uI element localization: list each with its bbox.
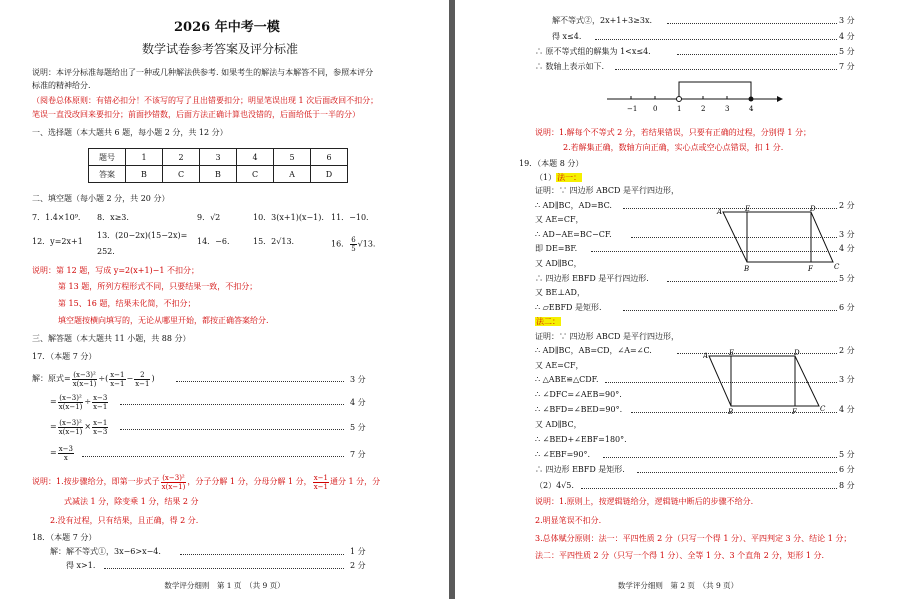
parallelogram-abcd <box>709 356 819 406</box>
score: 2 分 <box>839 201 855 210</box>
q17-step-1: 解：原式= $\frac{\text{(x−3)²}}{x(x-1)}$ ÷( $\frac{x-1}{x-1}$ − $\frac{2}{x-1}$ ) <box>32 370 155 388</box>
fraction <box>109 371 125 388</box>
axis-label: 3 <box>725 105 730 113</box>
parallelogram-figure-2 <box>703 348 833 416</box>
note-text: 说明：1.按步骤给分，即第一步式子 <box>32 477 160 486</box>
principle-line-1: （阅卷总体原则：有错必扣分！不该写的写了且出错要扣分；明显笔误出现 1 次后面改回不扣分； <box>32 96 379 105</box>
fill-16-root: √13. <box>357 239 376 249</box>
exam-title: 2026 年中考一模 <box>174 20 280 35</box>
divide-sign: ÷ <box>98 374 106 383</box>
dot-leader <box>176 381 344 382</box>
m1-line: 即 DE=BF. <box>535 244 578 253</box>
q18-line-1: 解：解不等式①，3x−6>x−4. <box>50 547 161 556</box>
score: 6 分 <box>839 303 855 312</box>
q19-note-3: 3.总体赋分原则：法一：平四性质 2 分（只写一个得 1 分）、平四判定 3 分、结论 1 分； <box>535 534 852 543</box>
denominator: x(x−1) <box>58 427 83 436</box>
m1-line: 又 AD∥BC， <box>535 259 582 268</box>
axis-label: 4 <box>749 105 754 113</box>
section-3-heading: 三、解答题（本大题共 11 小题，共 88 分） <box>32 334 191 343</box>
denominator: x(x−1) <box>58 402 83 411</box>
q18-line-5: ∴ 原不等式组的解集为 1<x≤4. <box>535 47 651 56</box>
table-cell: 3 <box>200 149 237 166</box>
fill-12: 12．y=2x+1 <box>32 237 83 246</box>
numerator: x−1 <box>313 473 328 482</box>
axis-label: 1 <box>677 105 682 113</box>
exam-subtitle: 数学试卷参考答案及评分标准 <box>142 42 299 56</box>
answer-table <box>88 148 348 183</box>
fill-note-3: 第 15、16 题，结果未化简，不扣分； <box>58 299 196 308</box>
denominator: x(x−1) <box>161 482 186 491</box>
section-1-heading: 一、选择题（本大题共 6 题，每小题 2 分，共 12 分） <box>32 128 228 137</box>
times-sign: × <box>84 422 92 431</box>
dot-leader <box>104 568 344 569</box>
method-1-label: 法一： <box>557 173 582 182</box>
fraction <box>72 371 98 388</box>
score: 5 分 <box>839 274 855 283</box>
dot-leader <box>615 69 837 70</box>
equals-sign: = <box>50 422 57 431</box>
score: 4 分 <box>839 32 855 41</box>
page-2 <box>455 0 901 599</box>
fraction <box>92 394 108 411</box>
method-2-label: 法二： <box>536 317 560 326</box>
score: 5 分 <box>839 450 855 459</box>
fill-13: 13．(20−2x)(15−2x)= <box>97 231 188 240</box>
equals-sign: = <box>50 448 57 457</box>
dot-leader <box>120 429 344 430</box>
fill-13-tail: 252. <box>97 247 115 256</box>
m2-line: 证明：∵ 四边形 ABCD 是平行四边形， <box>535 332 679 341</box>
q18-note-2: 2.若解集正确，数轴方向正确，实心点或空心点错误，扣 1 分. <box>563 143 784 152</box>
table-row-headers <box>89 149 348 166</box>
denominator: x−1 <box>135 379 150 388</box>
m1-line: ∴ 四边形 EBFD 是平行四边形. <box>535 274 649 283</box>
equals-sign: = <box>50 397 57 406</box>
numerator: 6 <box>351 236 356 244</box>
fraction <box>134 371 150 388</box>
numerator: x−1 <box>110 370 125 379</box>
fraction <box>58 445 74 462</box>
numerator: (x−3)² <box>59 418 82 427</box>
q19-note-4: 法二：平四性质 2 分（只写一个得 1 分）、全等 1 分、3 个直角 2 分，矩形 1 分. <box>535 551 825 560</box>
method-2-label-row <box>535 316 561 327</box>
score: 4 分 <box>839 244 855 253</box>
table-cell: C <box>237 166 274 183</box>
vertex-label: E <box>745 205 751 213</box>
dot-leader <box>677 54 837 55</box>
vertex-label: A <box>703 352 709 360</box>
m2-line: ∴ ∠EBF=90°. <box>535 450 591 459</box>
table-cell: 5 <box>274 149 311 166</box>
fill-16 <box>331 236 375 253</box>
note-line-1: 说明：本评分标准每题给出了一种或几种解法供参考. 如果考生的解法与本解答不同，参照本评分 <box>32 68 374 77</box>
table-cell: C <box>163 166 200 183</box>
score: 6 分 <box>839 465 855 474</box>
fraction <box>58 394 84 411</box>
vertex-label: F <box>792 408 797 416</box>
score: 3 分 <box>839 375 855 384</box>
fill-11: 11．−10. <box>331 213 369 222</box>
q19-part-2: （2）4√5. <box>535 481 574 490</box>
table-cell: 2 <box>163 149 200 166</box>
score: 1 分 <box>350 547 366 556</box>
score: 5 分 <box>350 423 366 432</box>
principle-line-2: 笔误一直没改回来要扣分；前面抄错数，后面方法正确计算也没错的，后面给低于一半的分） <box>32 110 360 119</box>
table-cell: 题号 <box>89 149 126 166</box>
m2-line: ∴ 四边形 EBFD 是矩形. <box>535 465 625 474</box>
numerator: (x−3)² <box>59 393 82 402</box>
section-2-heading: 二、填空题（每小题 2 分，共 20 分） <box>32 194 170 203</box>
q17-step-2 <box>50 393 109 411</box>
numerator: 2 <box>134 371 150 380</box>
m2-line: ∴ ∠BED+∠EBF=180°. <box>535 435 627 444</box>
table-cell: 1 <box>126 149 163 166</box>
q18-line-6: ∴ 数轴上表示如下. <box>535 62 605 71</box>
solution-bracket <box>679 82 751 96</box>
score: 2 分 <box>839 346 855 355</box>
numerator: (x−3)² <box>162 473 185 482</box>
vertex-label: C <box>820 405 826 413</box>
numerator: x−1 <box>93 418 108 427</box>
numerator: x−3 <box>58 444 73 453</box>
fill-note-2: 第 13 题，所列方程形式不同，只要结果一致，不扣分； <box>58 282 258 291</box>
divide-sign: ÷ <box>84 397 92 406</box>
fraction <box>92 419 108 436</box>
dot-leader <box>603 457 837 458</box>
vertex-label: A <box>717 208 723 216</box>
dot-leader <box>120 404 344 405</box>
page-footer: 数学评分细则 第 2 页 （共 9 页） <box>617 581 739 590</box>
denominator: x <box>63 453 68 462</box>
score: 7 分 <box>839 62 855 71</box>
m2-line: 又 AE=CF， <box>535 361 584 370</box>
dot-leader <box>667 23 837 24</box>
q19-heading: 19．（本题 8 分） <box>519 159 584 168</box>
m2-line: ∴ AD∥BC，AB=CD，∠A=∠C. <box>535 346 652 355</box>
vertex-label: F <box>808 265 813 273</box>
vertex-label: B <box>744 265 750 273</box>
vertex-label: D <box>794 349 800 357</box>
denominator: x−1 <box>110 379 125 388</box>
table-cell: A <box>274 166 311 183</box>
fraction <box>58 419 84 436</box>
denominator: 5 <box>351 245 356 253</box>
denominator: x−1 <box>93 402 108 411</box>
fill-15: 15．2√13. <box>253 237 295 246</box>
score: 8 分 <box>839 481 855 490</box>
parallelogram-figure-1 <box>715 204 845 274</box>
score: 3 分 <box>350 375 366 384</box>
table-cell: B <box>200 166 237 183</box>
dot-leader <box>623 310 837 311</box>
vertex-label: B <box>728 408 734 416</box>
m1-line: ∴ AD∥BC，AD=BC. <box>535 201 612 210</box>
axis-label: −1 <box>627 105 638 113</box>
m1-line: ∴ AD−AE=BC−CF. <box>535 230 612 239</box>
score: 7 分 <box>350 450 366 459</box>
parallelogram-abcd <box>723 212 833 262</box>
denominator: x(x−1) <box>72 379 97 388</box>
vertex-label: C <box>834 263 840 271</box>
q18-line-2: 得 x>1. <box>66 561 96 570</box>
score: 3 分 <box>839 230 855 239</box>
denominator: x−1 <box>313 482 328 491</box>
dot-leader <box>581 488 837 489</box>
q18-line-4: 得 x≤4. <box>552 32 582 41</box>
score: 5 分 <box>839 47 855 56</box>
fill-16-label: 16． <box>331 239 350 249</box>
q19-part-1 <box>535 172 582 183</box>
m2-line: ∴ △ABE≌△CDF. <box>535 375 599 384</box>
q17-step-3 <box>50 418 109 436</box>
fill-9: 9．√2 <box>197 213 221 222</box>
fraction <box>161 474 187 491</box>
table-cell: D <box>311 166 348 183</box>
fill-7: 7．1.4×10⁹. <box>32 213 81 222</box>
score: 2 分 <box>350 561 366 570</box>
dot-leader <box>82 456 344 457</box>
vertex-label: E <box>729 349 735 357</box>
dot-leader <box>637 472 837 473</box>
table-cell: 答案 <box>89 166 126 183</box>
numerator: x−3 <box>93 393 108 402</box>
q18-line-3: 解不等式②，2x+1+3≥3x. <box>552 16 653 25</box>
q19-note-1: 说明：1.原则上，按逻辑链给分，逻辑链中断后的步骤不给分. <box>535 497 754 506</box>
denominator: x−3 <box>93 427 108 436</box>
table-row-answers <box>89 166 348 183</box>
part-label: （1） <box>535 173 557 182</box>
q17-prefix: 解：原式= <box>32 374 71 383</box>
fraction <box>313 474 329 491</box>
m1-line: 证明：∵ 四边形 ABCD 是平行四边形， <box>535 186 679 195</box>
axis-label: 2 <box>701 105 706 113</box>
m2-line: 又 AD∥BC， <box>535 420 582 429</box>
note-line-2: 标准的精神给分. <box>32 81 91 90</box>
dot-leader <box>595 39 837 40</box>
q17-step-4 <box>50 444 75 462</box>
axis-arrow <box>777 96 783 102</box>
dot-leader <box>667 281 837 282</box>
q18-note-1: 说明：1.解每个不等式 2 分，若结果错误，只要有正确的过程，分别得 1 分； <box>535 128 811 137</box>
score: 4 分 <box>839 405 855 414</box>
m2-line: ∴ ∠BFD=∠BED=90°. <box>535 405 623 414</box>
fraction <box>350 236 356 253</box>
axis-label: 0 <box>653 105 658 113</box>
table-cell: 4 <box>237 149 274 166</box>
minus-sign: − <box>126 374 134 383</box>
page-footer: 数学评分细则 第 1 页 （共 9 页） <box>164 581 285 590</box>
table-cell: 6 <box>311 149 348 166</box>
m1-line: 又 BE⊥AD， <box>535 288 585 297</box>
number-line-figure <box>605 74 785 116</box>
closed-point <box>749 97 754 102</box>
note-text: ，分子分解 1 分，分母分解 1 分， <box>187 477 312 486</box>
fill-note-4: 填空题按横向填写的，无论从哪里开始，都按正确答案给分. <box>58 316 269 325</box>
m1-line: ∴ ▱EBFD 是矩形. <box>535 303 602 312</box>
m1-line: 又 AE=CF， <box>535 215 584 224</box>
fill-10: 10．3(x+1)(x−1). <box>253 213 324 222</box>
fill-8: 8．x≥3. <box>97 213 129 222</box>
dot-leader <box>180 554 344 555</box>
vertex-label: D <box>810 205 816 213</box>
q17-note-1-line-2: 式减法 1 分，除变乘 1 分，结果 2 分 <box>64 497 199 506</box>
m2-line: ∴ ∠DFC=∠AEB=90°. <box>535 390 622 399</box>
q17-note-2: 2.没有过程，只有结果，且正确，得 2 分. <box>50 516 199 525</box>
fill-note-1: 说明：第 12 题，写成 y=2(x+1)−1 不扣分； <box>32 266 200 275</box>
numerator: (x−3)² <box>73 370 96 379</box>
fill-14: 14．−6. <box>197 237 230 246</box>
page-1 <box>0 0 449 599</box>
note-text: 通分 1 分，分 <box>329 477 381 486</box>
q19-note-2: 2.明显笔误不扣分. <box>535 516 602 525</box>
q17-heading: 17．（本题 7 分） <box>32 352 97 361</box>
open-point <box>677 97 682 102</box>
q18-heading: 18．（本题 7 分） <box>32 533 97 542</box>
score: 4 分 <box>350 398 366 407</box>
table-cell: B <box>126 166 163 183</box>
q17-note-1 <box>32 473 380 491</box>
score: 3 分 <box>839 16 855 25</box>
